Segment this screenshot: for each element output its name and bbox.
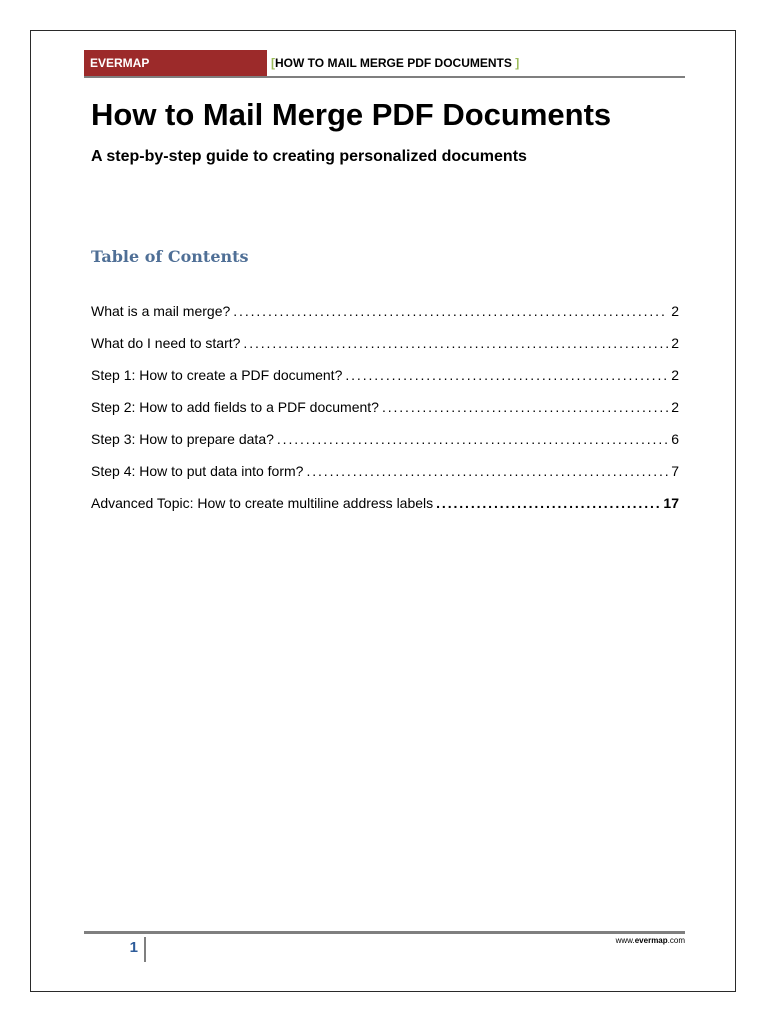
document-title: How to Mail Merge PDF Documents	[91, 97, 612, 132]
header-title-text: HOW TO MAIL MERGE PDF DOCUMENTS	[275, 56, 516, 70]
toc-dot-leader	[243, 335, 668, 351]
header-bracket-open: [	[271, 56, 275, 70]
toc-entry-label: Step 1: How to create a PDF document?	[91, 367, 343, 383]
toc-entry-page: 2	[671, 303, 679, 319]
document-page	[30, 30, 736, 992]
toc-entry-label: What do I need to start?	[91, 335, 241, 351]
footer-url-domain: evermap	[634, 936, 668, 945]
footer-website	[616, 936, 685, 945]
toc-entry-step-4[interactable]	[91, 463, 679, 495]
toc-entry-page: 7	[671, 463, 679, 479]
toc-entry-label: Step 4: How to put data into form?	[91, 463, 304, 479]
toc-entry-page: 2	[671, 335, 679, 351]
footer-url-prefix: www.	[615, 936, 635, 945]
toc-entry-step-3[interactable]	[91, 431, 679, 463]
brand-label: EVERMAP	[84, 50, 267, 76]
page-footer	[84, 931, 685, 964]
toc-entry-label: Step 2: How to add fields to a PDF document?	[91, 399, 379, 415]
page-header	[84, 50, 685, 78]
header-bracket-close: ]	[515, 56, 520, 70]
toc-entry-page: 6	[671, 431, 679, 447]
toc-entry-step-2[interactable]	[91, 399, 679, 431]
toc-entry-label: Step 3: How to prepare data?	[91, 431, 274, 447]
toc-entry-step-1[interactable]	[91, 367, 679, 399]
header-title	[271, 50, 519, 76]
toc-entry-label: Advanced Topic: How to create multiline address labels	[91, 495, 434, 511]
table-of-contents	[91, 303, 679, 527]
toc-entry-page: 2	[671, 367, 679, 383]
toc-entry-what-do-i-need[interactable]	[91, 335, 679, 367]
toc-dot-leader	[382, 399, 668, 415]
toc-dot-leader	[277, 431, 668, 447]
toc-entry-label: What is a mail merge?	[91, 303, 231, 319]
toc-dot-leader	[436, 495, 660, 511]
document-subtitle: A step-by-step guide to creating personalized documents	[91, 148, 527, 165]
toc-entry-page: 17	[663, 495, 679, 511]
page-number: 1	[84, 937, 146, 962]
toc-heading: Table of Contents	[91, 247, 249, 266]
footer-url-suffix: .com	[667, 936, 685, 945]
toc-dot-leader	[345, 367, 668, 383]
toc-entry-page: 2	[671, 399, 679, 415]
toc-entry-advanced-topic[interactable]	[91, 495, 679, 527]
toc-dot-leader	[233, 303, 668, 319]
toc-dot-leader	[306, 463, 668, 479]
toc-entry-what-is-mail-merge[interactable]	[91, 303, 679, 335]
